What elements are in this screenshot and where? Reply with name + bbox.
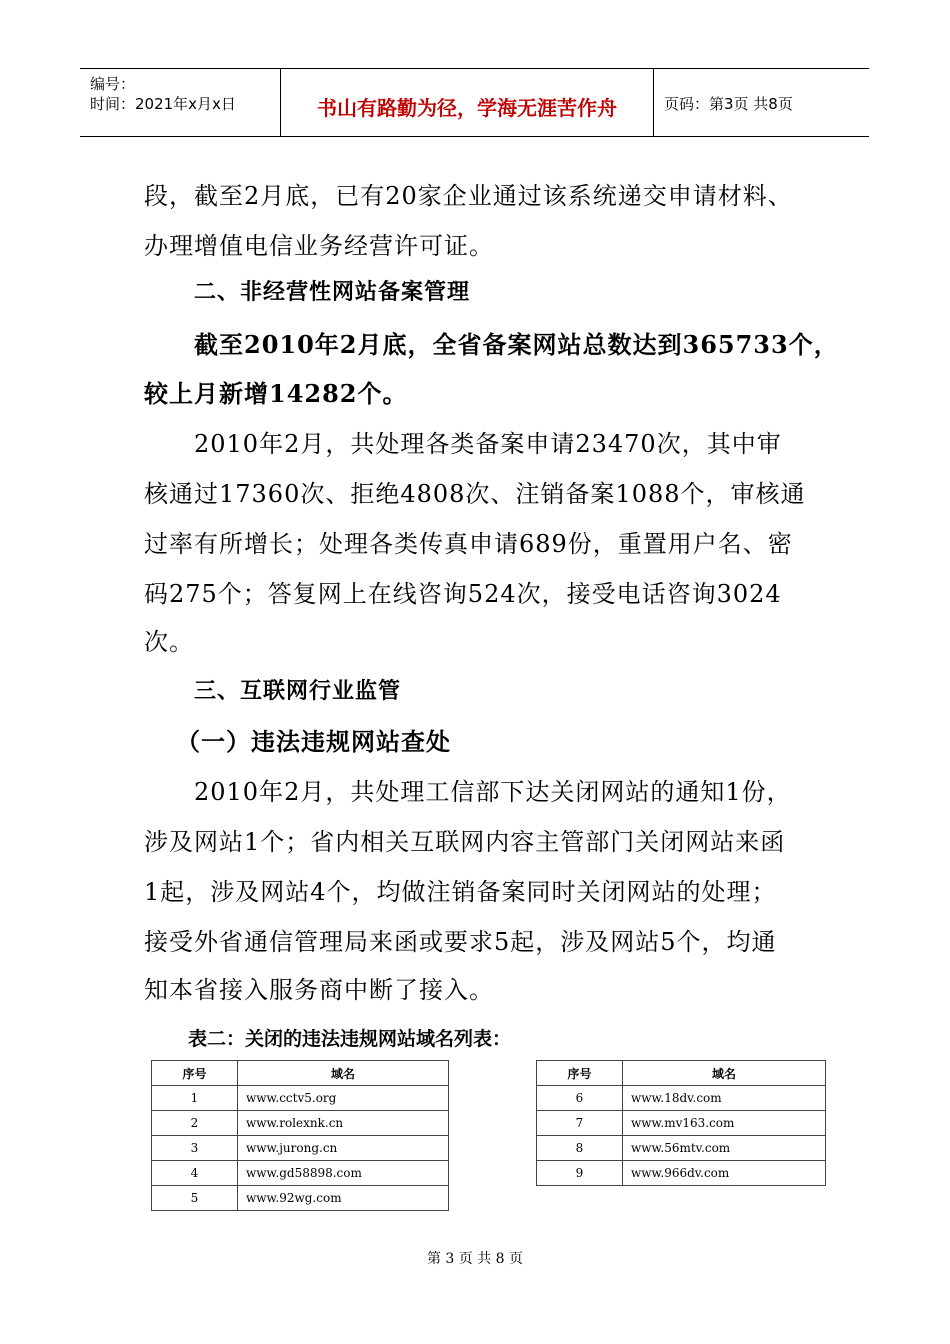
domain-table-right	[536, 1060, 826, 1186]
row-domain: www.92wg.com	[238, 1186, 449, 1211]
section-heading-3: 三、互联网行业监管	[194, 679, 402, 704]
header-meta	[80, 69, 281, 136]
table-header-row	[152, 1061, 449, 1086]
row-index: 3	[152, 1136, 238, 1161]
table-row	[152, 1111, 449, 1136]
table-row	[152, 1086, 449, 1111]
row-index: 7	[537, 1111, 623, 1136]
paragraph-line: 1起，涉及网站4个，均做注销备案同时关闭网站的处理；	[144, 878, 777, 906]
row-domain: www.gd58898.com	[238, 1161, 449, 1186]
table-row	[537, 1111, 826, 1136]
table-caption: 表二：关闭的违法违规网站域名列表：	[188, 1028, 512, 1050]
row-domain: www.966dv.com	[623, 1161, 826, 1186]
document-number-label: 编号：	[90, 75, 136, 93]
paragraph-line: 码275个；答复网上在线咨询524次，接受电话咨询3024	[144, 580, 782, 608]
row-domain: www.56mtv.com	[623, 1136, 826, 1161]
subsection-heading: （一）违法违规网站查处	[176, 728, 451, 756]
header-motto: 书山有路勤为径，学海无涯苦作舟	[317, 96, 617, 120]
page-header	[80, 68, 869, 137]
paragraph-line: 接受外省通信管理局来函或要求5起，涉及网站5个，均通	[144, 928, 777, 956]
row-domain: www.mv163.com	[623, 1111, 826, 1136]
table-row	[152, 1161, 449, 1186]
row-index: 9	[537, 1161, 623, 1186]
row-index: 2	[152, 1111, 238, 1136]
table-row	[537, 1161, 826, 1186]
row-index: 6	[537, 1086, 623, 1111]
paragraph-line: 2010年2月，共处理各类备案申请23470次，其中审	[194, 430, 782, 458]
row-domain: www.18dv.com	[623, 1086, 826, 1111]
paragraph-line: 次。	[144, 628, 194, 656]
paragraph-line: 知本省接入服务商中断了接入。	[144, 976, 494, 1004]
paragraph-line: 过率有所增长；处理各类传真申请689份，重置用户名、密	[144, 530, 793, 558]
paragraph-line: 段，截至2月底，已有20家企业通过该系统递交申请材料、	[144, 182, 793, 210]
paragraph-line: 2010年2月，共处理工信部下达关闭网站的通知1份，	[194, 778, 792, 806]
header-motto-cell	[281, 69, 654, 136]
document-time-label: 时间：2021年x月x日	[90, 95, 236, 113]
row-index: 5	[152, 1186, 238, 1211]
row-domain: www.rolexnk.cn	[238, 1111, 449, 1136]
table-row	[152, 1186, 449, 1211]
paragraph-line: 办理增值电信业务经营许可证。	[144, 232, 494, 260]
row-index: 1	[152, 1086, 238, 1111]
table-row	[537, 1086, 826, 1111]
domain-table-left	[151, 1060, 449, 1211]
table-row	[152, 1136, 449, 1161]
column-header-index: 序号	[537, 1061, 623, 1086]
section-heading-2: 二、非经营性网站备案管理	[194, 280, 471, 305]
header-page-info: 页码：第3页 共8页	[664, 95, 793, 113]
page-footer: 第 3 页 共 8 页	[426, 1251, 524, 1267]
row-index: 4	[152, 1161, 238, 1186]
row-index: 8	[537, 1136, 623, 1161]
paragraph-line: 核通过17360次、拒绝4808次、注销备案1088个，审核通	[144, 480, 806, 508]
row-domain: www.cctv5.org	[238, 1086, 449, 1111]
column-header-domain: 域名	[238, 1061, 449, 1086]
highlight-line: 较上月新增14282个。	[144, 379, 408, 408]
highlight-line: 截至2010年2月底，全省备案网站总数达到365733个，	[194, 330, 839, 359]
table-header-row	[537, 1061, 826, 1086]
table-row	[537, 1136, 826, 1161]
paragraph-line: 涉及网站1个；省内相关互联网内容主管部门关闭网站来函	[144, 828, 786, 856]
column-header-index: 序号	[152, 1061, 238, 1086]
row-domain: www.jurong.cn	[238, 1136, 449, 1161]
column-header-domain: 域名	[623, 1061, 826, 1086]
